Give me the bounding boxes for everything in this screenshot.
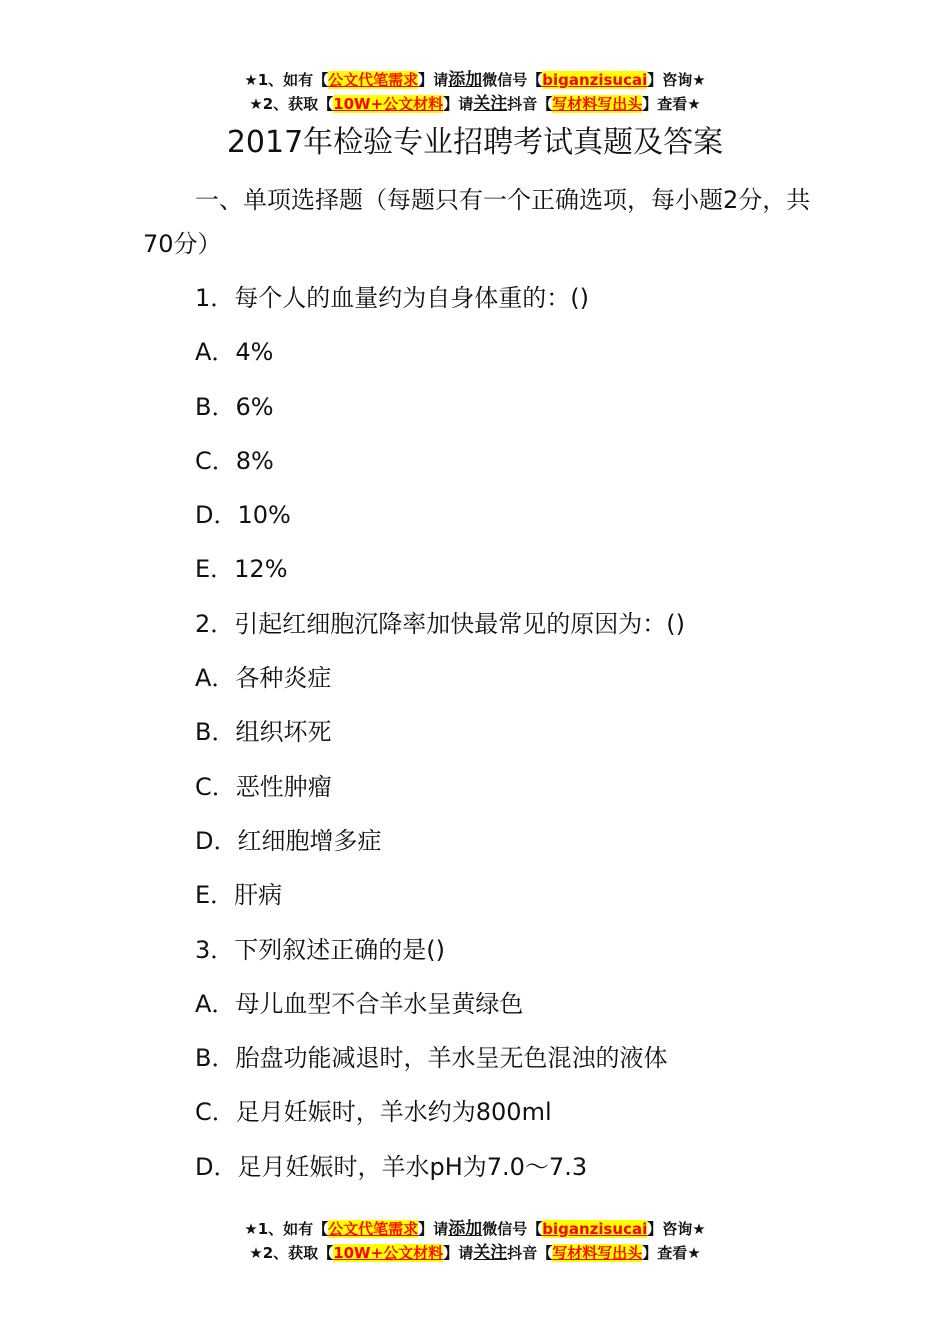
question-1: 1．每个人的血量约为自身体重的：(): [195, 284, 589, 312]
option-3b: B．胎盘功能减退时，羊水呈无色混浊的液体: [195, 1044, 668, 1073]
service-highlight: 公文代笔需求: [328, 1220, 419, 1238]
option-2b: B．组织坏死: [195, 718, 332, 747]
option-3d: D．足月妊娠时，羊水pH为7.0～7.3: [195, 1152, 588, 1181]
option-1d: D．10%: [195, 501, 291, 530]
banner-line-1: ★1、如有【公文代笔需求】请添加微信号【biganzisucai】咨询★: [244, 70, 706, 90]
header-banner: [0, 68, 950, 116]
wechat-id: biganzisucai: [542, 1220, 648, 1238]
option-2e: E．肝病: [195, 881, 283, 910]
douyin-id: 写材料写出头: [552, 95, 643, 113]
option-1b: B．6%: [195, 392, 274, 421]
option-2a: A．各种炎症: [195, 664, 332, 693]
option-1e: E．12%: [195, 555, 288, 584]
option-2d: D．红细胞增多症: [195, 826, 382, 855]
banner-line-2: ★2、获取【10W+公文材料】请关注抖音【写材料写出头】查看★: [249, 1243, 701, 1263]
option-1c: C．8%: [195, 446, 274, 475]
question-3: 3．下列叙述正确的是(): [195, 935, 445, 964]
banner-line-2: ★2、获取【10W+公文材料】请关注抖音【写材料写出头】查看★: [249, 94, 701, 114]
douyin-id: 写材料写出头: [552, 1244, 643, 1262]
banner-line-1: ★1、如有【公文代笔需求】请添加微信号【biganzisucai】咨询★: [244, 1219, 706, 1239]
option-2c: C．恶性肿瘤: [195, 772, 332, 801]
materials-highlight: 10W+公文材料: [333, 95, 444, 113]
option-3c: C．足月妊娠时，羊水约为800ml: [195, 1098, 552, 1127]
question-2: 2．引起红细胞沉降率加快最常见的原因为：(): [195, 609, 685, 638]
option-3a: A．母儿血型不合羊水呈黄绿色: [195, 989, 524, 1018]
materials-highlight: 10W+公文材料: [333, 1244, 444, 1262]
question-list: [195, 276, 685, 1199]
section-heading: 一、单项选择题（每题只有一个正确选项，每小题2分，共70分）: [143, 186, 811, 258]
page-title: 2017年检验专业招聘考试真题及答案: [226, 125, 724, 160]
service-highlight: 公文代笔需求: [328, 71, 419, 89]
option-1a: A．4%: [195, 338, 274, 367]
footer-banner: [0, 1217, 950, 1265]
wechat-id: biganzisucai: [542, 71, 648, 89]
